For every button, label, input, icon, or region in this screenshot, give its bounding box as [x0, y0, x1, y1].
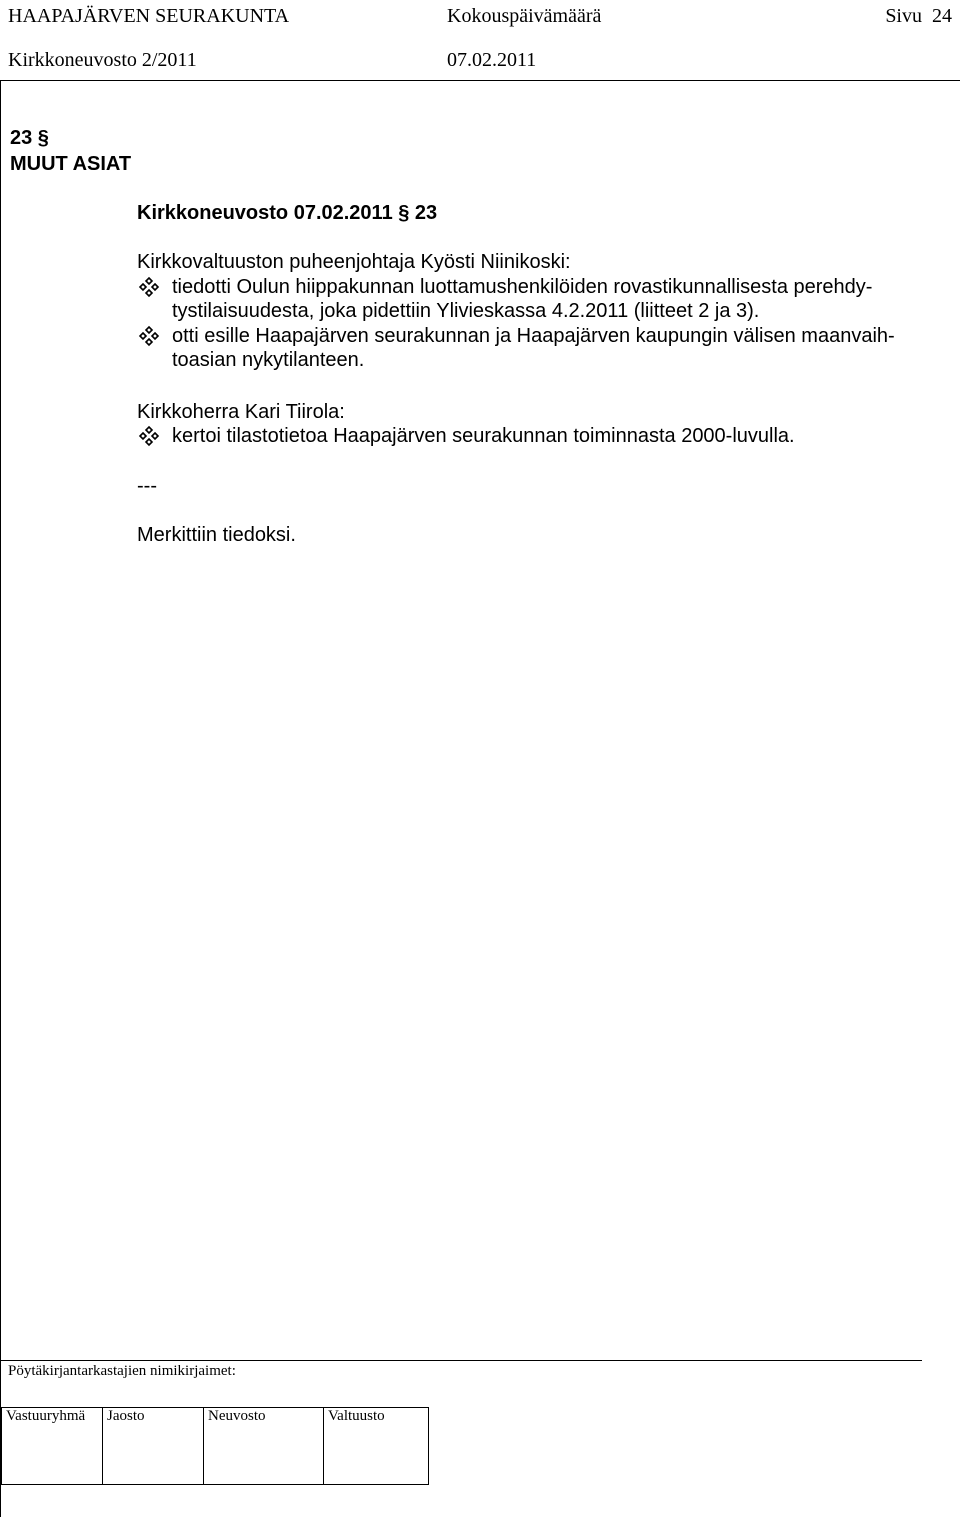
organization-name: HAAPAJÄRVEN SEURAKUNTA — [8, 5, 290, 27]
list-item-text: kertoi tilastotietoa Haapajärven seurakunnan toiminnasta 2000-luvulla. — [172, 425, 795, 447]
meeting-reference: Kirkkoneuvosto 07.02.2011 § 23 — [137, 202, 438, 224]
date-label: Kokouspäivämäärä — [447, 5, 602, 27]
meeting-date: 07.02.2011 — [447, 49, 537, 71]
approval-cell: Vastuuryhmä — [2, 1408, 103, 1485]
section-number: 23 § — [10, 127, 49, 149]
signatures-label: Pöytäkirjantarkastajien nimikirjaimet: — [8, 1363, 236, 1379]
speaker-heading: Kirkkovaltuuston puheenjohtaja Kyösti Niinikoski: — [137, 251, 571, 273]
approval-cell: Neuvosto — [204, 1408, 324, 1485]
meeting-name: Kirkkoneuvosto 2/2011 — [8, 49, 197, 71]
list-item-text: tiedotti Oulun hiippakunnan luottamushenkilöiden rovastikunnallisesta perehdy- tystilaisuudesta, joka pidettiin Ylivieskassa 4.2.2011 (liitteet 2 ja 3). — [172, 276, 873, 322]
approval-cell: Valtuusto — [324, 1408, 429, 1485]
separator-text: --- — [137, 475, 157, 497]
approval-cell: Jaosto — [103, 1408, 204, 1485]
page-indicator — [885, 4, 952, 28]
page-label: Sivu — [885, 5, 922, 27]
section-title: MUUT ASIAT — [10, 153, 132, 175]
four-diamond-bullet-icon — [137, 424, 161, 448]
approval-table — [1, 1407, 429, 1485]
four-diamond-bullet-icon — [137, 275, 161, 299]
four-diamond-bullet-icon — [137, 324, 161, 348]
left-margin-line — [0, 80, 1, 1517]
header-divider — [0, 80, 960, 81]
list-item-text: otti esille Haapajärven seurakunnan ja Haapajärven kaupungin välisen maanvaih- toasian nykytilanteen. — [172, 325, 895, 371]
speaker-heading: Kirkkoherra Kari Tiirola: — [137, 401, 345, 423]
page-number: 24 — [932, 5, 952, 27]
decision-text: Merkittiin tiedoksi. — [137, 524, 296, 546]
